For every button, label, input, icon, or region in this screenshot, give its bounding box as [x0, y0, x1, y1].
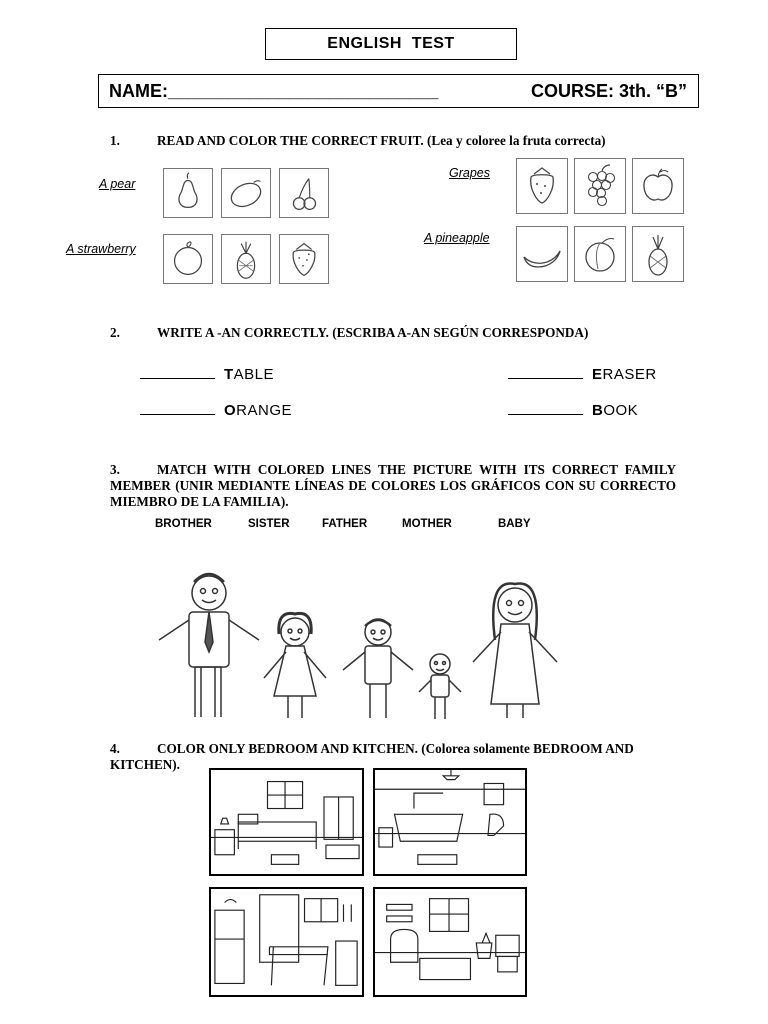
cherries-icon[interactable]	[279, 168, 329, 218]
question-1	[110, 133, 690, 149]
word-rest: RASER	[602, 366, 657, 383]
label-grapes: Grapes	[449, 166, 490, 180]
word-initial: O	[224, 402, 237, 419]
question-text: WRITE A -AN CORRECTLY. (ESCRIBA A-AN SEGÚN CORRESPONDA)	[157, 325, 589, 340]
word-initial: T	[224, 366, 234, 383]
question-text: COLOR ONLY BEDROOM AND KITCHEN. (Colorea solamente BEDROOM AND KITCHEN).	[110, 741, 634, 772]
pineapple-icon[interactable]	[632, 226, 684, 282]
question-text: READ AND COLOR THE CORRECT FRUIT. (Lea y coloree la fruta correcta)	[157, 133, 606, 148]
father-figure	[159, 574, 259, 717]
baby-figure	[419, 654, 461, 719]
member-label-sister: SISTER	[248, 518, 290, 530]
grapes-icon[interactable]	[574, 158, 626, 214]
word-initial: B	[592, 402, 604, 419]
member-label-brother: BROTHER	[155, 518, 212, 530]
label-a-strawberry: A strawberry	[66, 242, 136, 256]
answer-blank[interactable]	[140, 364, 215, 379]
name-field[interactable]: NAME:___________________________	[109, 81, 439, 101]
word-rest: OOK	[603, 402, 639, 419]
living-room-picture[interactable]	[373, 887, 527, 997]
word-rest: RANGE	[236, 402, 293, 419]
member-label-baby: BABY	[498, 518, 531, 530]
pear-icon[interactable]	[163, 168, 213, 218]
question-text: MATCH WITH COLORED LINES THE PICTURE WITH ITS CORRECT FAMILY MEMBER (UNIR MEDIANTE LÍNEAS DE COLORES LOS GRÁFICOS CON SU CORRECTO MIEMBRO DE LA FAMILIA).	[110, 462, 676, 509]
label-a-pineapple: A pineapple	[424, 231, 490, 245]
fruit-group-2	[516, 158, 686, 283]
member-label-father: FATHER	[322, 518, 368, 530]
orange-icon[interactable]	[163, 234, 213, 284]
question-number: 1.	[110, 133, 120, 148]
word-row-table	[140, 364, 274, 383]
lemon-icon[interactable]	[221, 168, 271, 218]
family-drawing	[145, 560, 575, 730]
label-a-pear: A pear	[99, 177, 136, 191]
answer-blank[interactable]	[508, 364, 583, 379]
course-label: COURSE: 3th. “B”	[531, 81, 688, 101]
peach-icon[interactable]	[574, 226, 626, 282]
brother-figure	[343, 619, 413, 718]
question-2	[110, 325, 690, 341]
page-title	[265, 28, 517, 60]
word-row-eraser	[508, 364, 657, 383]
bathroom-picture[interactable]	[373, 768, 527, 876]
member-label-mother: MOTHER	[402, 518, 452, 530]
student-info-box	[98, 74, 699, 108]
strawberry-icon[interactable]	[279, 234, 329, 284]
answer-blank[interactable]	[140, 400, 215, 415]
fruit-group-1	[163, 168, 333, 293]
word-initial: E	[592, 366, 603, 383]
sister-figure	[264, 613, 326, 718]
strawberry-icon[interactable]	[516, 158, 568, 214]
word-rest: ABLE	[233, 366, 275, 383]
question-3	[110, 462, 676, 510]
kitchen-picture[interactable]	[209, 887, 364, 997]
word-row-orange	[140, 400, 292, 419]
mother-figure	[473, 583, 557, 718]
apple-icon[interactable]	[632, 158, 684, 214]
question-number: 2.	[110, 325, 120, 340]
question-number: 3.	[110, 462, 120, 477]
banana-icon[interactable]	[516, 226, 568, 282]
question-number: 4.	[110, 741, 120, 756]
title-text: ENGLISH TEST	[327, 35, 455, 52]
answer-blank[interactable]	[508, 400, 583, 415]
word-row-book	[508, 400, 638, 419]
bedroom-picture[interactable]	[209, 768, 364, 876]
pineapple-icon[interactable]	[221, 234, 271, 284]
